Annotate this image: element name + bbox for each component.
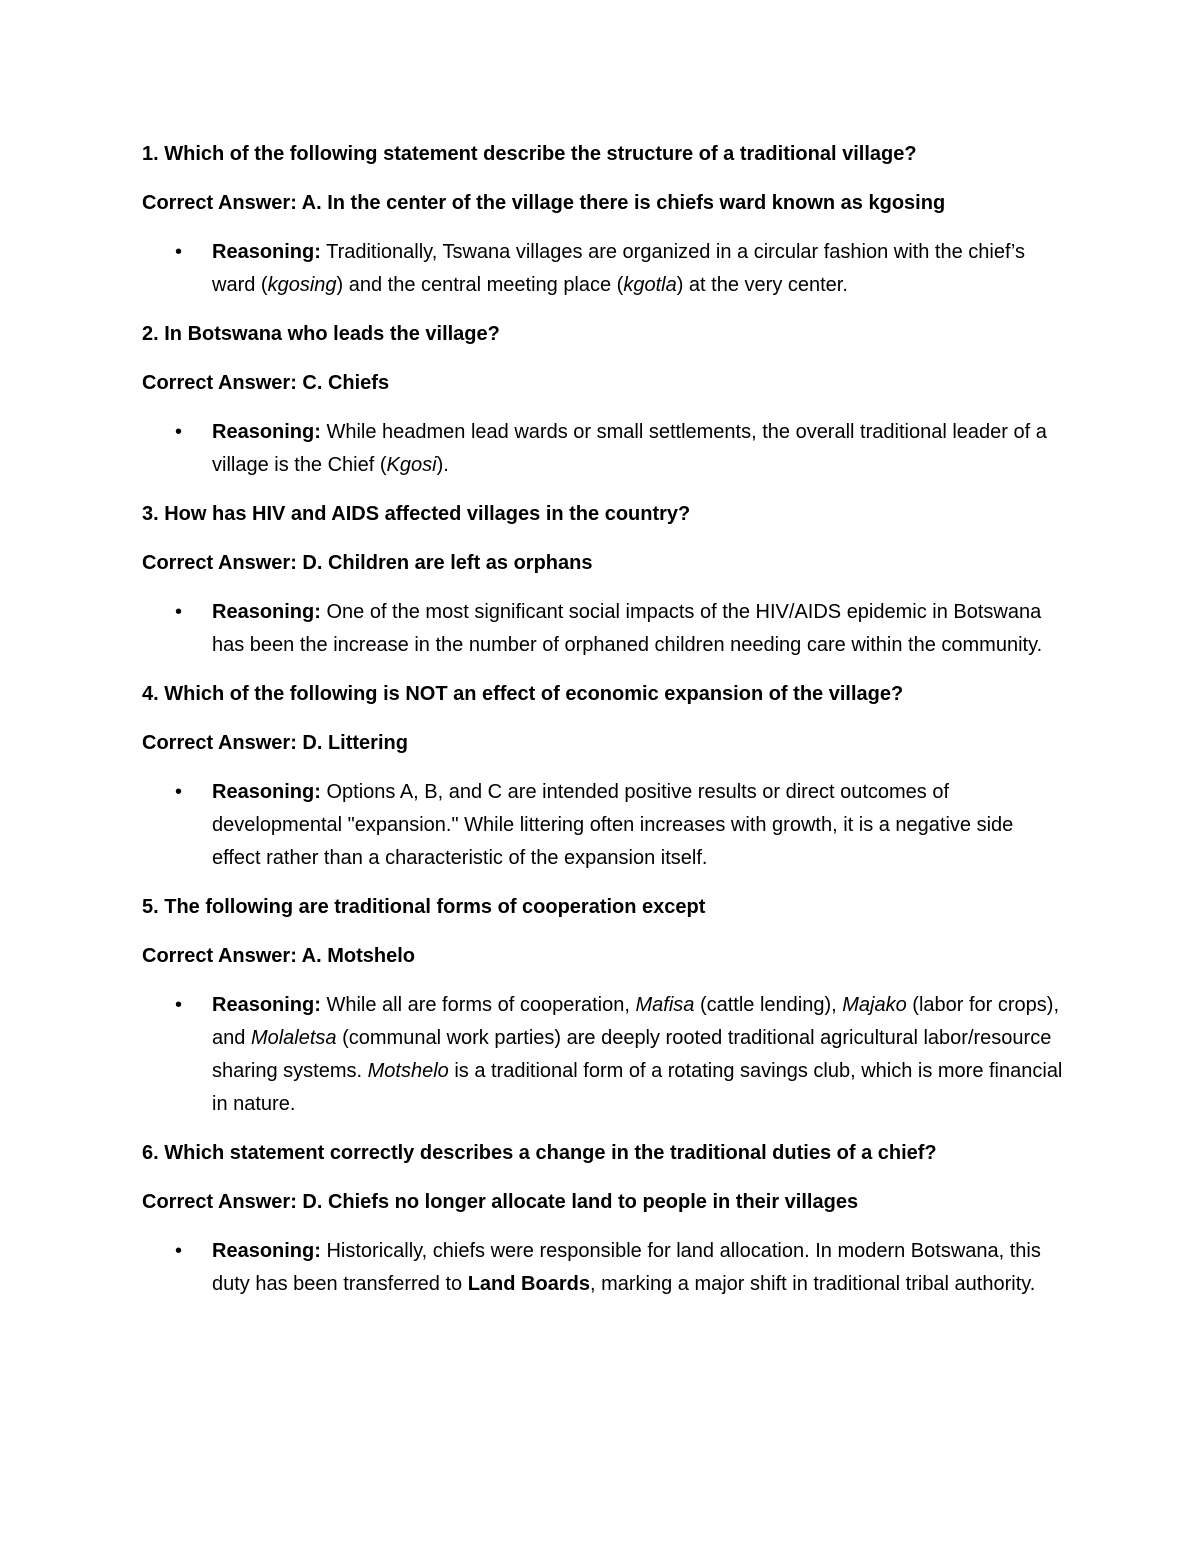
bullet-icon: •	[175, 1240, 183, 1262]
reasoning-text: Traditionally, Tswana villages are organized in a circular fashion with the chief’s ward (	[212, 241, 1025, 296]
reasoning-text: , marking a major shift in traditional tribal authority.	[589, 1273, 1036, 1295]
question-4-text: 4. Which of the following is NOT an effect of economic expansion of the village?	[142, 683, 904, 705]
reasoning-text: ).	[436, 454, 449, 476]
bullet-icon: •	[175, 601, 183, 623]
question-1-answer: Correct Answer: A. In the center of the village there is chiefs ward known as kgosing	[142, 192, 946, 214]
reasoning-text: ) at the very center.	[676, 274, 848, 296]
bullet-icon: •	[175, 994, 183, 1016]
question-6-text: 6. Which statement correctly describes a change in the traditional duties of a chief?	[142, 1142, 937, 1164]
reasoning-text: Options A, B, and C are intended positive results or direct outcomes of developmental "expansion." While littering often increases with growth, it is a negative side effect rather than a characteristic of the expansion itself.	[212, 781, 1014, 869]
reasoning-italic-term: Mafisa	[635, 994, 695, 1016]
question-3-reasoning	[142, 596, 1067, 662]
reasoning-label: Reasoning:	[212, 421, 321, 443]
reasoning-italic-term: Kgosi	[386, 454, 437, 476]
document-page	[142, 138, 1067, 1317]
reasoning-italic-term: kgotla	[623, 274, 677, 296]
reasoning-bold-term: Land Boards	[467, 1273, 590, 1295]
question-2-reasoning	[142, 416, 1067, 482]
reasoning-text: (cattle lending),	[694, 994, 843, 1016]
question-5-answer: Correct Answer: A. Motshelo	[142, 945, 415, 967]
question-1-text: 1. Which of the following statement describe the structure of a traditional village?	[142, 143, 917, 165]
question-6-answer: Correct Answer: D. Chiefs no longer allocate land to people in their villages	[142, 1191, 859, 1213]
question-3-text: 3. How has HIV and AIDS affected villages in the country?	[142, 503, 691, 525]
reasoning-label: Reasoning:	[212, 601, 321, 623]
reasoning-text: Historically, chiefs were responsible for land allocation. In modern Botswana, this duty has been transferred to	[212, 1240, 1041, 1295]
question-1-reasoning	[142, 236, 1067, 302]
question-4-reasoning	[142, 776, 1067, 875]
bullet-icon: •	[175, 781, 183, 803]
reasoning-italic-term: Molaletsa	[250, 1027, 337, 1049]
question-block-3	[142, 498, 1067, 662]
reasoning-label: Reasoning:	[212, 1240, 321, 1262]
question-5-text: 5. The following are traditional forms of cooperation except	[142, 896, 706, 918]
question-4-answer: Correct Answer: D. Littering	[142, 732, 408, 754]
reasoning-label: Reasoning:	[212, 994, 321, 1016]
question-2-text: 2. In Botswana who leads the village?	[142, 323, 500, 345]
bullet-icon: •	[175, 421, 183, 443]
reasoning-text: (communal work parties) are deeply rooted traditional agricultural labor/resource sharing systems.	[212, 1027, 1052, 1082]
reasoning-label: Reasoning:	[212, 781, 321, 803]
question-block-1	[142, 138, 1067, 302]
reasoning-italic-term: kgosing	[267, 274, 337, 296]
reasoning-text: ) and the central meeting place (	[336, 274, 624, 296]
question-block-5	[142, 891, 1067, 1121]
reasoning-text: (labor for crops), and	[212, 994, 1060, 1049]
reasoning-text: One of the most significant social impacts of the HIV/AIDS epidemic in Botswana has been the increase in the number of orphaned children needing care within the community.	[212, 601, 1043, 656]
question-6-reasoning	[142, 1235, 1067, 1301]
question-3-answer: Correct Answer: D. Children are left as orphans	[142, 552, 593, 574]
reasoning-text: is a traditional form of a rotating savings club, which is more financial in nature.	[212, 1060, 1063, 1115]
question-block-4	[142, 678, 1067, 875]
question-block-6	[142, 1137, 1067, 1301]
question-2-answer: Correct Answer: C. Chiefs	[142, 372, 390, 394]
question-5-reasoning	[142, 989, 1067, 1121]
question-block-2	[142, 318, 1067, 482]
reasoning-italic-term: Motshelo	[367, 1060, 449, 1082]
reasoning-italic-term: Majako	[842, 994, 907, 1016]
reasoning-text: While all are forms of cooperation,	[320, 994, 636, 1016]
bullet-icon: •	[175, 241, 183, 263]
reasoning-text: While headmen lead wards or small settlements, the overall traditional leader of a village is the Chief (	[212, 421, 1047, 476]
reasoning-label: Reasoning:	[212, 241, 321, 263]
